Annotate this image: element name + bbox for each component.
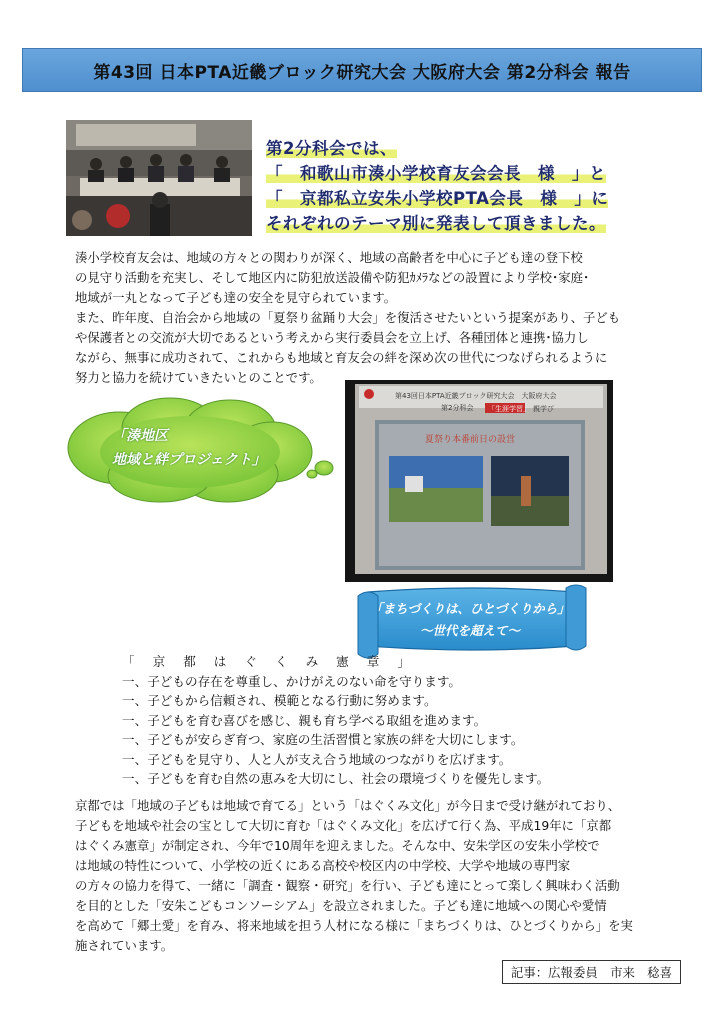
minato-report-text (75, 248, 620, 388)
intro-line: 湊小学校育友会は、地域の方々との関わりが深く、地域の高齢者を中心に子ども達の登下校 (75, 250, 583, 265)
kyoto-line: 子どもを地域や社会の宝として大切に育む「はぐくみ文化」を広げて行く為、平成19年に「京都 (75, 818, 612, 833)
session-headline (266, 136, 666, 236)
panel-photo (66, 120, 252, 236)
cloud-line-1: 「湊地区 (112, 428, 168, 444)
headline-line-3: 「 京都私立安朱小学校PTA会長 様 」に (266, 189, 609, 208)
report-title: 第43回 日本PTA近畿ブロック研究大会 大阪府大会 第2分科会 報告 (93, 62, 631, 83)
panel-photo-image (66, 120, 252, 236)
headline-line-4: それぞれのテーマ別に発表して頂きました。 (266, 214, 606, 233)
kyoto-hagukumi-charter (122, 652, 549, 789)
intro-line: の見守り活動を充実し、そして地区内に防犯放送設備や防犯ｶﾒﾗなどの設置により学校･家庭･ (75, 270, 590, 285)
anshu-report-text (75, 796, 633, 956)
charter-item: 一、子どもを見守り、人と人が支え合う地域のつながりを広げます。 (122, 751, 512, 767)
slide-title: 夏祭り本番前日の設営 (425, 435, 516, 445)
intro-line: 地域が一丸となって子ども達の安全を見守られています。 (75, 290, 397, 305)
headline-line-1: 第2分科会では、 (266, 139, 397, 158)
intro-line: や保護者との交流が大切であるという考えから実行委員会を立上げ、各種団体と連携･協力し (75, 330, 589, 345)
report-title-banner (22, 48, 702, 92)
slide-sub-1: 第2分科会 (441, 404, 474, 412)
intro-line: 努力と協力を続けていきたいとのことです。 (75, 370, 322, 385)
headline-line-2: 「 和歌山市湊小学校育友会会長 様 」と (266, 164, 606, 183)
presentation-slide-image (345, 380, 613, 582)
charter-item: 一、子どもを育む喜びを感じ、親も育ち学べる取組を進めます。 (122, 712, 487, 728)
kyoto-line: は地域の特性について、小学校の近くにある高校や校区内の中学校、大学や地域の専門家 (75, 858, 571, 873)
slide-sub-2: 「生涯学習」 (488, 405, 530, 413)
charter-title: 「 京 都 は ぐ く み 憲 章 」 (122, 654, 417, 669)
slide-banner-text: 第43回日本PTA近畿ブロック研究大会 大阪府大会 (395, 392, 557, 400)
kyoto-line: を目的とした「安朱こどもコンソーシアム」を設立されました。子ども達に地域への関心や愛情 (75, 898, 607, 913)
cloud-line-2: 地域と絆プロジェクト」 (112, 452, 266, 468)
charter-item: 一、子どもを育む自然の恵みを大切にし、社会の環境づくりを優先します。 (122, 771, 550, 786)
charter-item: 一、子どもが安らぎ育つ、家庭の生活習慣と家族の絆を大切にします。 (122, 732, 524, 747)
author-credit: 記事：広報委員 市来 稔喜 (502, 960, 681, 984)
scroll-line-1: 「まちづくりは、ひとづくりから」 (370, 601, 570, 616)
kyoto-line: の方々の協力を得て、一緒に「調査・観察・研究」を行い、子ども達にとって楽しく興味わく活動 (75, 878, 620, 893)
intro-line: また、昨年度、自治会から地域の「夏祭り盆踊り大会」を復活させたいという提案があり、子ども (75, 310, 621, 325)
intro-line: ながら、無事に成功されて、これからも地域と育友会の絆を深め次の世代につなげられるように (75, 350, 608, 365)
scroll-banner-text (370, 598, 570, 642)
kyoto-line: を高めて「郷土愛」を育み、将来地域を担う人材になる様に「まちづくりは、ひとづくりから」を実 (75, 918, 633, 933)
kyoto-line: 施されています。 (75, 938, 174, 953)
kyoto-line: はぐくみ憲章」が制定され、今年で10周年を迎えました。そんな中、安朱学区の安朱小学校で (75, 838, 600, 853)
kyoto-line: 京都では「地域の子どもは地域で育てる」という「はぐくみ文化」が今日まで受け継がれており、 (75, 798, 621, 813)
charter-item: 一、子どもから信頼され、模範となる行動に努めます。 (122, 693, 437, 708)
slide-sub-3: 親学び (533, 405, 554, 413)
presentation-photo (345, 380, 613, 582)
cloud-callout-text (112, 424, 266, 472)
scroll-line-2: ～世代を超えて～ (419, 623, 520, 638)
charter-item: 一、子どもの存在を尊重し、かけがえのない命を守ります。 (122, 673, 462, 689)
